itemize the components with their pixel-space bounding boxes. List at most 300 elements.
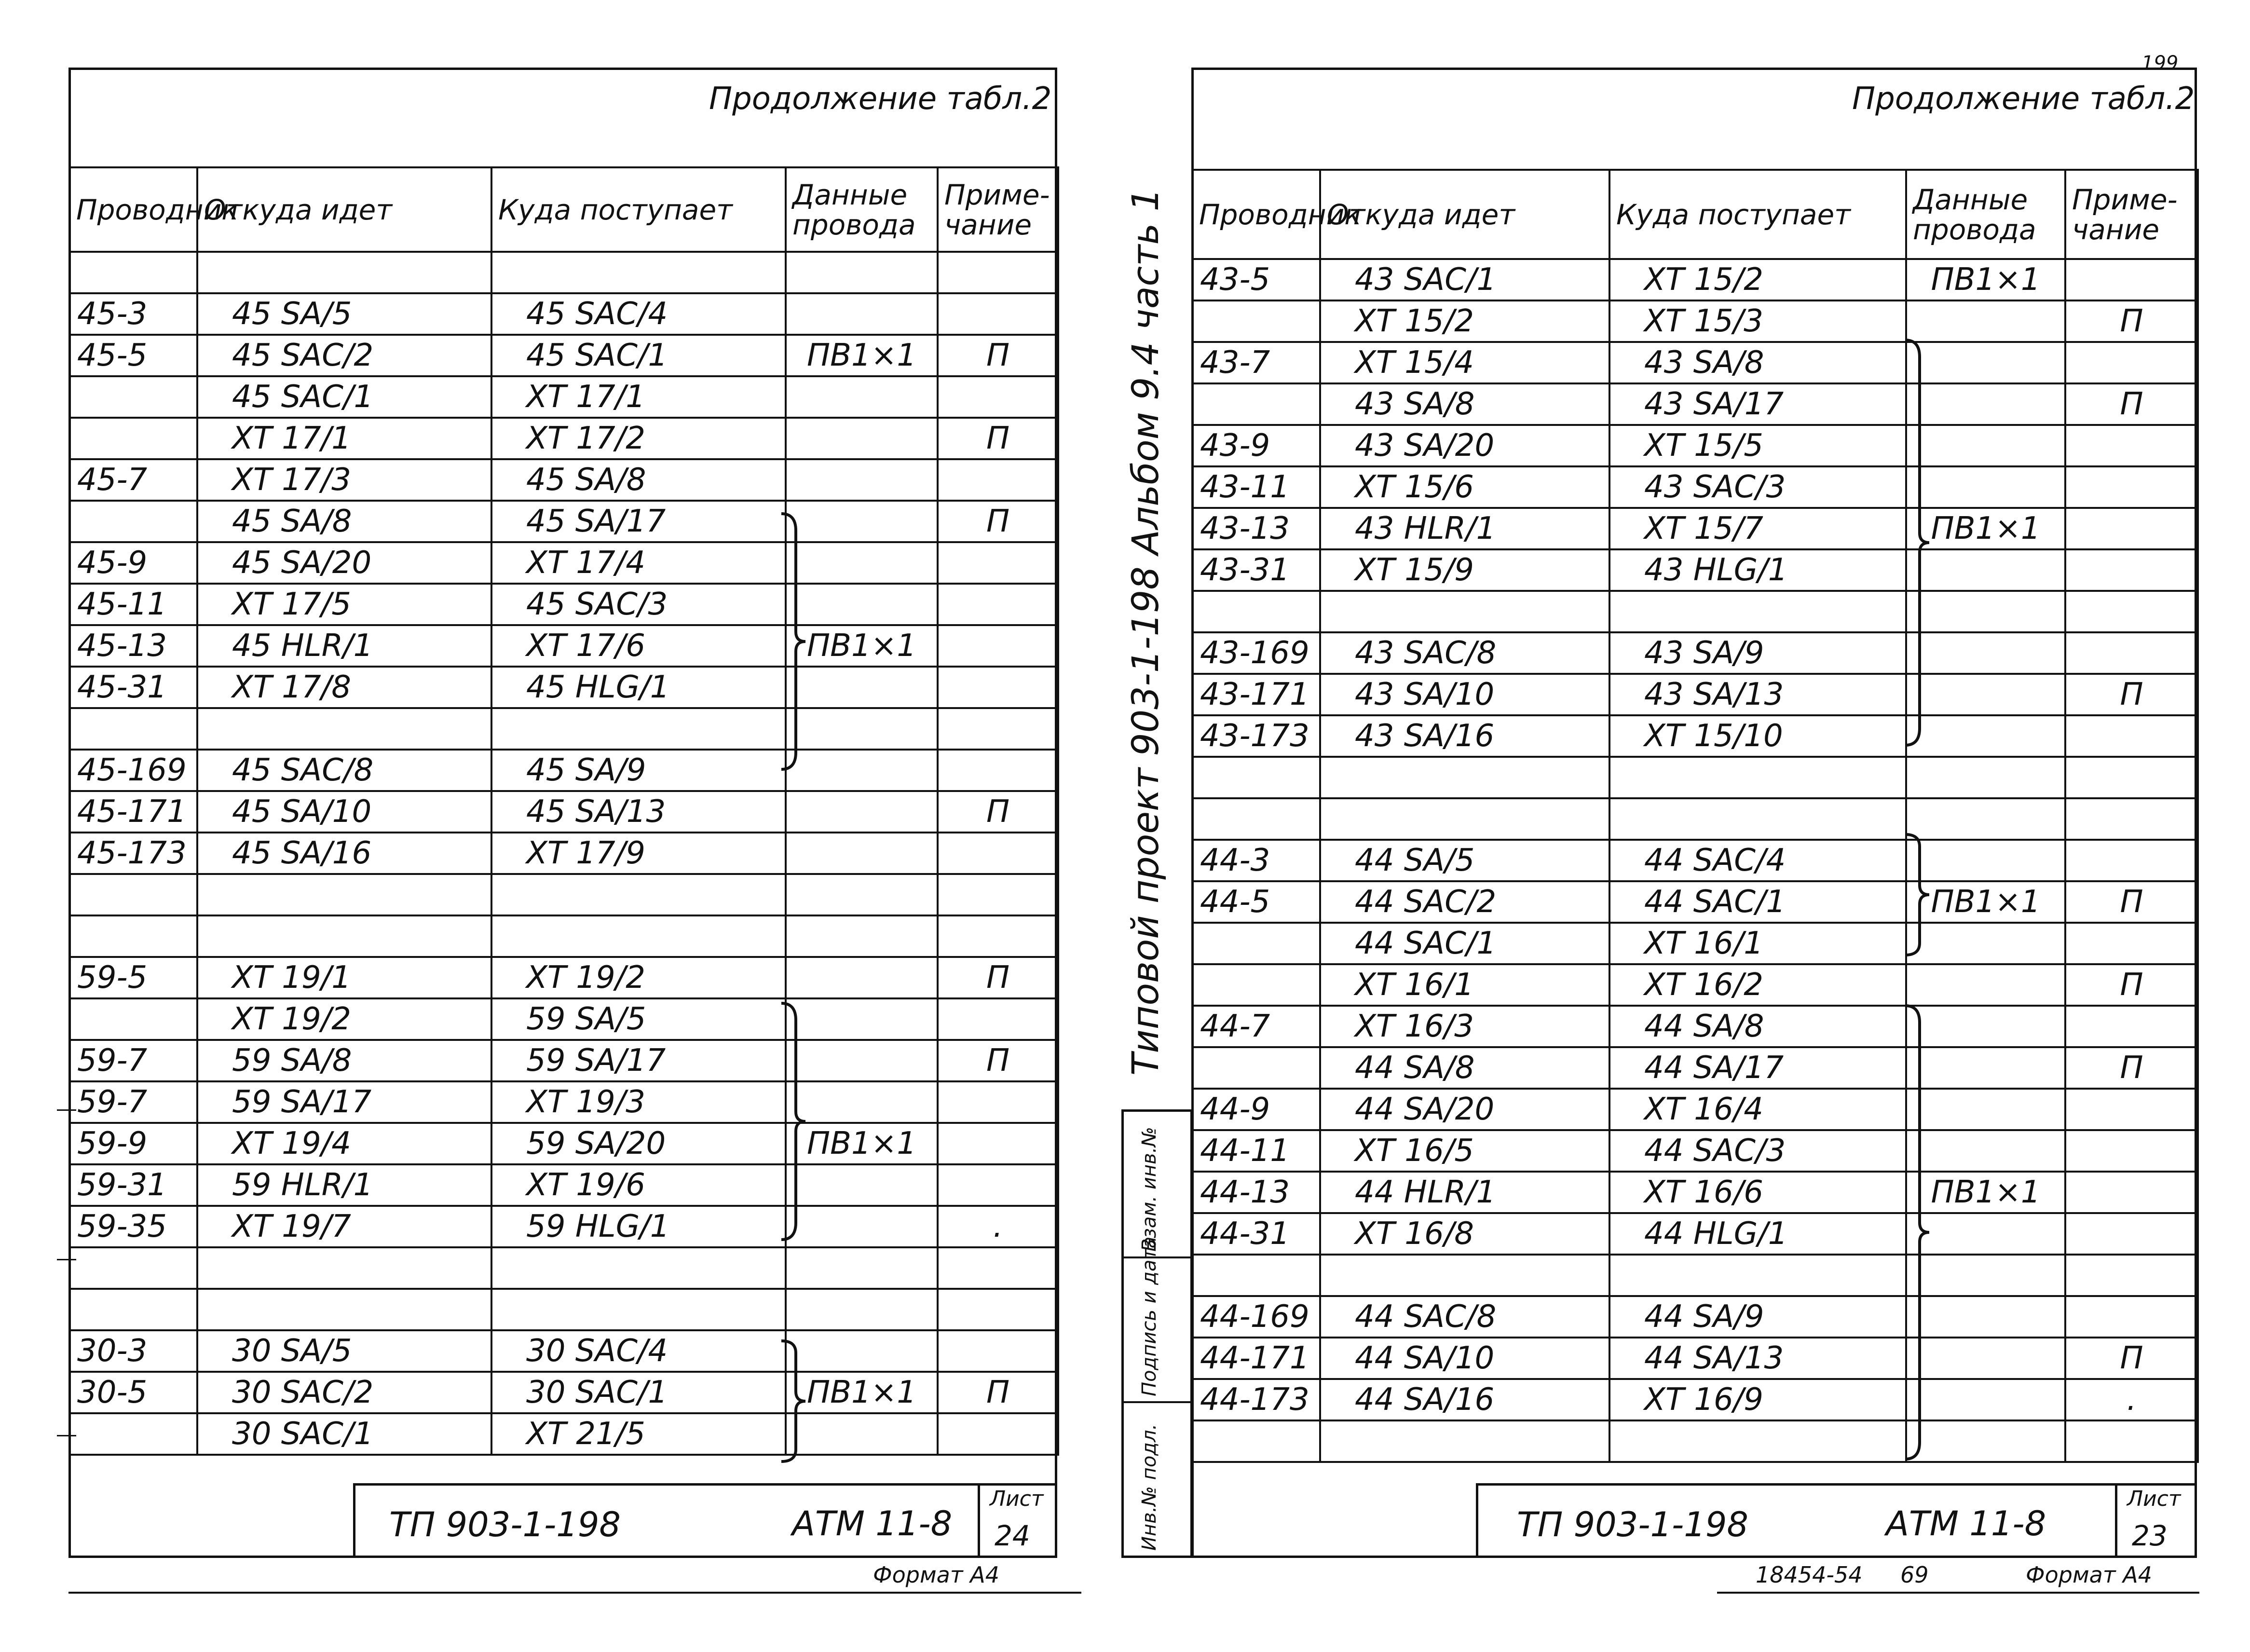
right-cell-conductor	[1192, 923, 1320, 964]
left-table-body	[69, 252, 1058, 1455]
right-cell-note	[2065, 632, 2198, 674]
left-cell-note	[938, 998, 1058, 1040]
left-cell-wire-data: ПВ1×1	[786, 1372, 938, 1413]
right-cell-to: 44 SA/8	[1609, 1006, 1906, 1047]
right-title-block	[1476, 1483, 2197, 1558]
left-cell-note	[938, 376, 1058, 418]
right-cell-conductor	[1192, 757, 1320, 798]
right-cell-wire-data: ПВ1×1	[1906, 508, 2065, 549]
left-cell-from: 45 SA/16	[197, 833, 491, 874]
left-cell-conductor	[69, 915, 197, 957]
right-cell-from: XT 16/1	[1320, 964, 1609, 1006]
left-table-row	[69, 957, 1058, 998]
left-cell-to	[491, 874, 786, 915]
right-table-row	[1192, 1296, 2198, 1338]
right-cell-from: 44 SA/5	[1320, 840, 1609, 881]
left-bottom-rule	[68, 1592, 1081, 1594]
left-cell-from: 59 HLR/1	[197, 1164, 491, 1206]
right-doc-number: ТП 903-1-198	[1517, 1505, 1748, 1544]
left-cell-conductor	[69, 998, 197, 1040]
right-cell-to	[1609, 757, 1906, 798]
left-cell-from: 30 SAC/1	[197, 1413, 491, 1455]
left-header-to: Куда поступает	[491, 167, 786, 252]
right-cell-from: 43 SAC/1	[1320, 259, 1609, 300]
left-cell-note	[938, 293, 1058, 335]
margin-tick	[57, 1109, 76, 1111]
left-cell-conductor	[69, 1247, 197, 1289]
right-cell-to: 44 SA/13	[1609, 1338, 1906, 1379]
right-table-row	[1192, 1420, 2198, 1462]
right-cell-from: 44 SA/8	[1320, 1047, 1609, 1089]
left-cell-from	[197, 252, 491, 293]
left-cell-note	[938, 459, 1058, 501]
right-cell-from: 44 HLR/1	[1320, 1172, 1609, 1213]
left-cell-to: 45 SA/8	[491, 459, 786, 501]
left-doc-code: АТМ 11-8	[792, 1504, 953, 1543]
right-cell-conductor	[1192, 1420, 1320, 1462]
page-number: 199	[2141, 52, 2179, 74]
left-cell-conductor	[69, 1289, 197, 1330]
right-cell-from: 44 SA/10	[1320, 1338, 1609, 1379]
left-cell-to: 30 SAC/1	[491, 1372, 786, 1413]
left-cell-wire-data	[786, 293, 938, 335]
left-table-row	[69, 1289, 1058, 1330]
left-table-row	[69, 418, 1058, 459]
left-cell-to	[491, 1289, 786, 1330]
left-cell-note	[938, 915, 1058, 957]
right-cell-conductor	[1192, 383, 1320, 425]
right-cell-from: XT 15/4	[1320, 342, 1609, 383]
left-cell-to	[491, 915, 786, 957]
left-cell-note	[938, 1164, 1058, 1206]
left-brace-group-30	[777, 1338, 810, 1464]
right-brace-group-43	[1900, 338, 1934, 748]
left-cell-from	[197, 874, 491, 915]
left-table-row	[69, 1206, 1058, 1247]
left-brace-group-45	[777, 511, 810, 772]
left-cell-from: 45 HLR/1	[197, 625, 491, 667]
left-cell-note: П	[938, 335, 1058, 376]
left-cell-note: П	[938, 791, 1058, 833]
right-table-row	[1192, 923, 2198, 964]
left-cell-conductor: 45-169	[69, 750, 197, 791]
left-cell-from: 59 SA/17	[197, 1081, 491, 1123]
left-table-row	[69, 293, 1058, 335]
left-cell-to: XT 17/6	[491, 625, 786, 667]
left-cell-conductor: 45-3	[69, 293, 197, 335]
side-label-signature: Подпись и дата	[1138, 1236, 1160, 1396]
left-cell-to: 45 SAC/3	[491, 584, 786, 625]
right-cell-from: XT 16/5	[1320, 1130, 1609, 1172]
right-table-row	[1192, 591, 2198, 632]
side-cell	[1124, 1401, 1190, 1403]
left-cell-to: 45 SA/9	[491, 750, 786, 791]
right-cell-to: XT 16/1	[1609, 923, 1906, 964]
right-cell-conductor: 44-9	[1192, 1089, 1320, 1130]
right-cell-conductor: 43-9	[1192, 425, 1320, 466]
right-cell-note: П	[2065, 674, 2198, 715]
left-table-row	[69, 459, 1058, 501]
right-cell-note	[2065, 1089, 2198, 1130]
left-cell-to: 59 SA/17	[491, 1040, 786, 1081]
right-cell-from: 44 SA/16	[1320, 1379, 1609, 1420]
left-cell-to: XT 17/9	[491, 833, 786, 874]
right-cell-to: 44 SAC/4	[1609, 840, 1906, 881]
left-cell-conductor: 45-11	[69, 584, 197, 625]
left-title-block	[353, 1483, 1057, 1558]
left-table-row	[69, 874, 1058, 915]
left-cell-note: П	[938, 957, 1058, 998]
left-cell-wire-data	[786, 252, 938, 293]
right-cell-from: XT 15/9	[1320, 549, 1609, 591]
side-label-replacement: Взам. инв.№	[1138, 1127, 1160, 1252]
right-table-row	[1192, 342, 2198, 383]
right-cell-from: 44 SAC/1	[1320, 923, 1609, 964]
left-cell-note	[938, 584, 1058, 625]
right-header-from: Откуда идет	[1320, 170, 1609, 259]
left-cell-note	[938, 1123, 1058, 1164]
right-sheet-label: Лист	[2127, 1487, 2181, 1511]
right-header-wire-data: Данные провода	[1906, 170, 2065, 259]
right-cell-from	[1320, 798, 1609, 840]
right-copy-number: 69	[1900, 1562, 1929, 1588]
left-cell-note: П	[938, 418, 1058, 459]
left-format-label: Формат А4	[873, 1562, 999, 1588]
right-format-label: Формат А4	[2026, 1562, 2152, 1588]
right-cell-to	[1609, 1255, 1906, 1296]
left-cell-wire-data	[786, 418, 938, 459]
right-cell-to: 44 SAC/1	[1609, 881, 1906, 923]
left-cell-from: XT 17/8	[197, 667, 491, 708]
right-cell-note	[2065, 1006, 2198, 1047]
left-cell-conductor: 59-31	[69, 1164, 197, 1206]
left-cell-conductor: 30-3	[69, 1330, 197, 1372]
right-cell-from: 43 HLR/1	[1320, 508, 1609, 549]
left-sheet-number: 24	[995, 1519, 1030, 1552]
left-cell-conductor: 59-9	[69, 1123, 197, 1164]
right-cell-from: 44 SAC/2	[1320, 881, 1609, 923]
right-cell-wire-data: ПВ1×1	[1906, 881, 2065, 923]
left-cell-to: XT 17/4	[491, 542, 786, 584]
left-cell-wire-data: ПВ1×1	[786, 335, 938, 376]
left-cell-conductor	[69, 874, 197, 915]
left-cell-conductor: 59-7	[69, 1081, 197, 1123]
right-cell-from	[1320, 591, 1609, 632]
right-cell-note	[2065, 1213, 2198, 1255]
margin-tick	[57, 1259, 76, 1260]
left-cell-note	[938, 874, 1058, 915]
right-cell-to: 43 SAC/3	[1609, 466, 1906, 508]
right-cell-to: 43 SA/17	[1609, 383, 1906, 425]
right-cell-to: XT 16/4	[1609, 1089, 1906, 1130]
right-sheet-number: 23	[2132, 1519, 2168, 1552]
left-cell-wire-data	[786, 1247, 938, 1289]
left-cell-from: XT 19/4	[197, 1123, 491, 1164]
left-cell-to: XT 19/3	[491, 1081, 786, 1123]
left-cell-note: П	[938, 1372, 1058, 1413]
right-table-row	[1192, 840, 2198, 881]
left-table-row	[69, 915, 1058, 957]
right-cell-conductor	[1192, 798, 1320, 840]
right-cell-note	[2065, 342, 2198, 383]
right-table-row	[1192, 466, 2198, 508]
left-table-row	[69, 750, 1058, 791]
left-cell-conductor: 59-35	[69, 1206, 197, 1247]
right-cell-conductor: 43-31	[1192, 549, 1320, 591]
right-brace-group-44b	[1900, 1003, 1934, 1461]
left-cell-wire-data	[786, 376, 938, 418]
right-table-row	[1192, 383, 2198, 425]
right-table-row	[1192, 1379, 2198, 1420]
right-table-row	[1192, 1213, 2198, 1255]
right-table-row	[1192, 259, 2198, 300]
right-cell-from: XT 15/2	[1320, 300, 1609, 342]
right-header-note: Приме-чание	[2065, 170, 2198, 259]
right-cell-to: XT 15/5	[1609, 425, 1906, 466]
right-table-row	[1192, 1130, 2198, 1172]
left-cell-from	[197, 915, 491, 957]
left-continuation-caption: Продолжение табл.2	[709, 81, 1052, 117]
left-table-row	[69, 1413, 1058, 1455]
right-cell-note: .	[2065, 1379, 2198, 1420]
left-cell-wire-data: ПВ1×1	[786, 1123, 938, 1164]
right-continuation-caption: Продолжение табл.2	[1852, 81, 2195, 117]
left-cell-from: 45 SAC/1	[197, 376, 491, 418]
left-cell-from: 59 SA/8	[197, 1040, 491, 1081]
right-cell-to: XT 16/6	[1609, 1172, 1906, 1213]
left-table-row	[69, 1123, 1058, 1164]
right-cell-note: П	[2065, 1338, 2198, 1379]
left-cell-note: П	[938, 1040, 1058, 1081]
left-cell-note	[938, 1330, 1058, 1372]
left-cell-conductor: 45-9	[69, 542, 197, 584]
left-table-row	[69, 998, 1058, 1040]
right-cell-conductor: 43-11	[1192, 466, 1320, 508]
right-cell-note	[2065, 715, 2198, 757]
left-table-row	[69, 252, 1058, 293]
left-cell-note	[938, 1289, 1058, 1330]
side-label-inventory: Инв.№ подл.	[1138, 1423, 1160, 1551]
left-cell-from: 30 SA/5	[197, 1330, 491, 1372]
left-cell-from: XT 17/3	[197, 459, 491, 501]
left-cell-from: XT 19/7	[197, 1206, 491, 1247]
right-cell-from: XT 16/3	[1320, 1006, 1609, 1047]
left-cell-conductor: 45-5	[69, 335, 197, 376]
right-cell-conductor	[1192, 964, 1320, 1006]
left-cell-conductor: 59-5	[69, 957, 197, 998]
right-cell-wire-data	[1906, 964, 2065, 1006]
right-cell-conductor: 44-169	[1192, 1296, 1320, 1338]
right-cell-from: XT 15/6	[1320, 466, 1609, 508]
left-cell-conductor	[69, 376, 197, 418]
right-table-row	[1192, 881, 2198, 923]
right-header-conductor: Проводник	[1192, 170, 1320, 259]
right-cell-conductor: 43-173	[1192, 715, 1320, 757]
right-bottom-rule	[1717, 1592, 2199, 1594]
left-sheet-label: Лист	[990, 1487, 1044, 1511]
album-binding-title: Типовой проект 903-1-198 Альбом 9.4 часть 1	[1124, 188, 1167, 1076]
left-table-row	[69, 708, 1058, 750]
right-cell-note	[2065, 1172, 2198, 1213]
right-cell-note	[2065, 840, 2198, 881]
right-cell-note	[2065, 923, 2198, 964]
left-cell-to: XT 19/2	[491, 957, 786, 998]
right-cell-from: 43 SAC/8	[1320, 632, 1609, 674]
right-cell-to: 43 SA/13	[1609, 674, 1906, 715]
left-cell-note: .	[938, 1206, 1058, 1247]
right-cell-to: 44 SAC/3	[1609, 1130, 1906, 1172]
right-cell-conductor: 43-13	[1192, 508, 1320, 549]
right-cell-conductor: 43-171	[1192, 674, 1320, 715]
right-table-row	[1192, 674, 2198, 715]
right-cell-note	[2065, 508, 2198, 549]
right-cell-note	[2065, 1255, 2198, 1296]
left-cell-to: 59 SA/5	[491, 998, 786, 1040]
right-table-body	[1192, 259, 2198, 1462]
right-cell-conductor: 43-7	[1192, 342, 1320, 383]
right-cell-from: 43 SA/8	[1320, 383, 1609, 425]
right-cell-from	[1320, 1420, 1609, 1462]
right-brace-group-44a	[1900, 832, 1934, 957]
right-cell-note	[2065, 466, 2198, 508]
left-table-row	[69, 501, 1058, 542]
left-brace-group-59	[777, 1001, 810, 1242]
right-cell-conductor: 43-5	[1192, 259, 1320, 300]
right-cell-note: П	[2065, 1047, 2198, 1089]
right-cell-to: XT 15/2	[1609, 259, 1906, 300]
right-table-row	[1192, 715, 2198, 757]
left-cell-to	[491, 1247, 786, 1289]
left-cell-from	[197, 708, 491, 750]
left-cell-to: XT 19/6	[491, 1164, 786, 1206]
right-doc-code: АТМ 11-8	[1886, 1504, 2046, 1543]
left-cell-conductor	[69, 708, 197, 750]
left-header-conductor: Проводник	[69, 167, 197, 252]
right-table-row	[1192, 798, 2198, 840]
right-cell-conductor: 44-173	[1192, 1379, 1320, 1420]
left-cell-conductor: 45-13	[69, 625, 197, 667]
left-cell-to: 45 SAC/4	[491, 293, 786, 335]
right-cell-note	[2065, 549, 2198, 591]
right-cell-to	[1609, 798, 1906, 840]
left-cell-conductor	[69, 1413, 197, 1455]
right-cell-from: XT 16/8	[1320, 1213, 1609, 1255]
left-cell-to	[491, 708, 786, 750]
left-cell-to: XT 17/1	[491, 376, 786, 418]
right-cell-conductor: 44-3	[1192, 840, 1320, 881]
left-cell-to	[491, 252, 786, 293]
right-cell-from	[1320, 757, 1609, 798]
left-cell-conductor	[69, 501, 197, 542]
right-cell-to	[1609, 591, 1906, 632]
left-cell-note	[938, 252, 1058, 293]
left-sheet-box	[978, 1486, 1062, 1556]
left-cell-to: 45 SAC/1	[491, 335, 786, 376]
right-cell-note	[2065, 259, 2198, 300]
right-table-row	[1192, 1047, 2198, 1089]
right-table-row	[1192, 1255, 2198, 1296]
left-cell-note	[938, 1247, 1058, 1289]
right-cell-note	[2065, 757, 2198, 798]
left-cell-from	[197, 1289, 491, 1330]
right-cell-to	[1609, 1420, 1906, 1462]
left-cell-from: 45 SAC/2	[197, 335, 491, 376]
left-cell-note	[938, 1413, 1058, 1455]
right-cell-note	[2065, 425, 2198, 466]
left-cell-to: 45 HLG/1	[491, 667, 786, 708]
right-cell-to: XT 16/9	[1609, 1379, 1906, 1420]
left-table-row	[69, 376, 1058, 418]
left-cell-note	[938, 750, 1058, 791]
left-cell-from: 30 SAC/2	[197, 1372, 491, 1413]
left-cell-note	[938, 542, 1058, 584]
right-cell-to: XT 15/10	[1609, 715, 1906, 757]
left-cell-conductor: 45-31	[69, 667, 197, 708]
right-cell-to: 44 HLG/1	[1609, 1213, 1906, 1255]
left-cell-from: XT 17/5	[197, 584, 491, 625]
left-header-from: Откуда идет	[197, 167, 491, 252]
right-table-row	[1192, 632, 2198, 674]
right-cell-wire-data: ПВ1×1	[1906, 1172, 2065, 1213]
right-cell-conductor: 44-11	[1192, 1130, 1320, 1172]
left-cell-to: XT 21/5	[491, 1413, 786, 1455]
left-table-row	[69, 1081, 1058, 1123]
right-cell-from: 43 SA/10	[1320, 674, 1609, 715]
left-cell-to: 30 SAC/4	[491, 1330, 786, 1372]
left-cell-conductor	[69, 418, 197, 459]
left-cell-note	[938, 1081, 1058, 1123]
left-cell-note	[938, 833, 1058, 874]
signature-side-block	[1121, 1109, 1193, 1558]
left-cell-to: 45 SA/17	[491, 501, 786, 542]
margin-tick	[57, 1435, 76, 1436]
right-cell-note	[2065, 1296, 2198, 1338]
right-cell-note: П	[2065, 383, 2198, 425]
left-cell-from: XT 17/1	[197, 418, 491, 459]
left-cell-wire-data	[786, 791, 938, 833]
right-table-row	[1192, 1089, 2198, 1130]
right-cell-note: П	[2065, 964, 2198, 1006]
right-cell-note: П	[2065, 300, 2198, 342]
left-cell-wire-data	[786, 915, 938, 957]
right-cell-conductor: 44-171	[1192, 1338, 1320, 1379]
right-table-row	[1192, 757, 2198, 798]
left-cell-from: 45 SA/10	[197, 791, 491, 833]
left-cell-conductor: 45-171	[69, 791, 197, 833]
right-cell-from	[1320, 1255, 1609, 1296]
right-cell-conductor: 43-169	[1192, 632, 1320, 674]
left-table-row	[69, 625, 1058, 667]
right-table-row	[1192, 425, 2198, 466]
right-table-row	[1192, 300, 2198, 342]
right-cell-note	[2065, 591, 2198, 632]
right-cell-wire-data: ПВ1×1	[1906, 259, 2065, 300]
right-cell-note	[2065, 1420, 2198, 1462]
right-cell-to: 43 SA/9	[1609, 632, 1906, 674]
right-cell-to: XT 15/7	[1609, 508, 1906, 549]
right-cell-conductor	[1192, 591, 1320, 632]
left-wiring-table	[68, 166, 1059, 1456]
right-cell-note: П	[2065, 881, 2198, 923]
left-cell-note	[938, 667, 1058, 708]
left-table-row	[69, 791, 1058, 833]
right-cell-to: 43 HLG/1	[1609, 549, 1906, 591]
right-cell-to: 43 SA/8	[1609, 342, 1906, 383]
right-inventory-number: 18454-54	[1756, 1562, 1863, 1588]
left-table-row	[69, 1164, 1058, 1206]
right-cell-to: XT 16/2	[1609, 964, 1906, 1006]
right-table-row	[1192, 964, 2198, 1006]
